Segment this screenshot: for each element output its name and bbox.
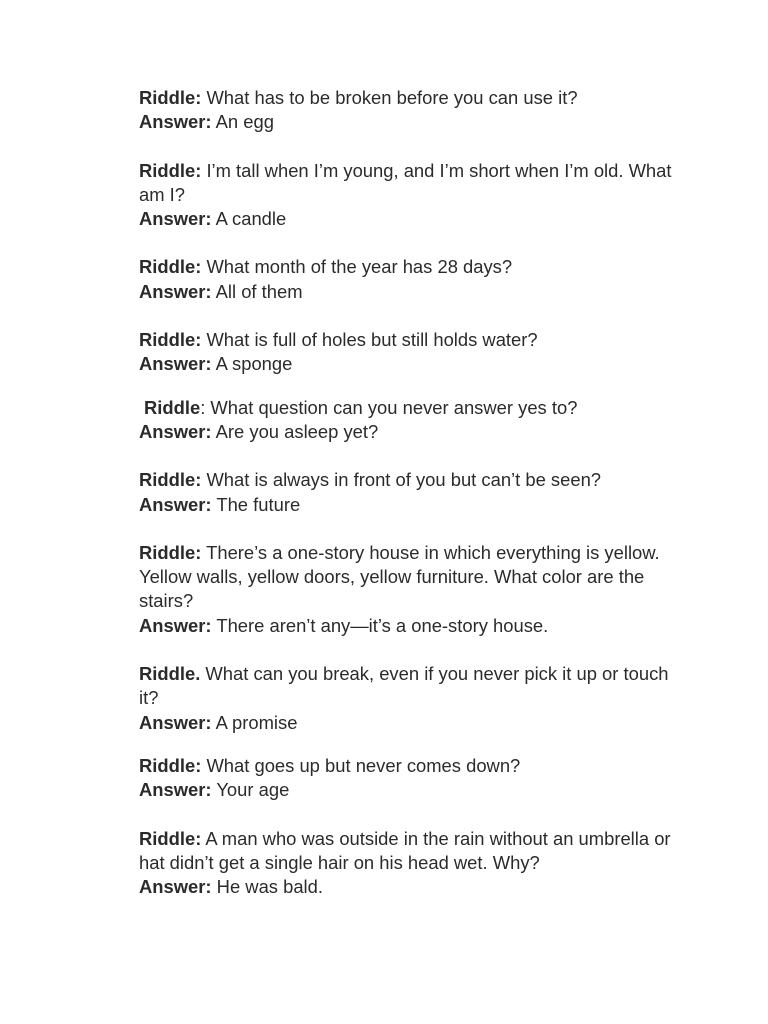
riddle-label: Riddle: xyxy=(139,329,202,351)
riddle-question xyxy=(139,328,679,352)
answer-text: A sponge xyxy=(211,353,293,375)
riddle-answer xyxy=(139,778,679,802)
riddle-question xyxy=(139,255,679,279)
answer-label: Answer: xyxy=(139,280,212,302)
riddle-answer xyxy=(139,614,679,638)
riddle-question xyxy=(139,468,679,492)
riddle-text: What goes up but never comes down? xyxy=(201,754,521,776)
riddle-question xyxy=(139,86,679,110)
riddle-answer xyxy=(139,711,679,735)
riddle-block-8 xyxy=(139,662,679,735)
answer-text: Your age xyxy=(211,779,290,801)
answer-label: Answer: xyxy=(139,614,212,636)
riddle-block-6 xyxy=(139,468,679,517)
riddle-block-2 xyxy=(139,159,679,232)
riddle-text: What month of the year has 28 days? xyxy=(201,256,513,278)
riddle-question xyxy=(139,662,679,711)
riddle-block-7 xyxy=(139,541,679,638)
answer-label: Answer: xyxy=(139,208,212,230)
riddle-question xyxy=(139,827,679,876)
riddle-text: What is full of holes but still holds water? xyxy=(201,329,538,351)
riddle-answer xyxy=(139,420,679,444)
riddle-text: : What question can you never answer yes to? xyxy=(200,396,578,418)
answer-label: Answer: xyxy=(139,876,212,898)
answer-label: Answer: xyxy=(139,779,212,801)
riddle-block-10 xyxy=(139,827,679,900)
riddle-answer xyxy=(139,280,679,304)
answer-label: Answer: xyxy=(139,420,212,442)
riddle-text: What has to be broken before you can use it? xyxy=(201,87,578,108)
answer-text: A candle xyxy=(211,208,287,230)
riddle-block-5 xyxy=(139,396,679,445)
riddle-label: Riddle: xyxy=(139,541,202,563)
riddle-text: What is always in front of you but can’t be seen? xyxy=(201,469,602,491)
riddle-label: Riddle. xyxy=(139,663,201,685)
riddle-document xyxy=(139,86,679,899)
riddle-block-4 xyxy=(139,328,679,377)
riddle-question xyxy=(139,396,679,420)
riddle-label: Riddle: xyxy=(139,87,202,108)
riddle-question xyxy=(139,541,679,614)
answer-text: All of them xyxy=(211,280,303,302)
riddle-text: I’m tall when I’m young, and I’m short when I’m old. What am I? xyxy=(139,159,672,205)
answer-text: There aren’t any—it’s a one-story house. xyxy=(211,614,549,636)
answer-text: He was bald. xyxy=(211,876,323,898)
riddle-answer xyxy=(139,875,679,899)
riddle-answer xyxy=(139,110,679,134)
answer-text: An egg xyxy=(211,111,274,133)
riddle-label: Riddle: xyxy=(139,469,202,491)
riddle-block-9 xyxy=(139,754,679,803)
answer-label: Answer: xyxy=(139,711,212,733)
riddle-question xyxy=(139,754,679,778)
riddle-text: What can you break, even if you never pick it up or touch it? xyxy=(139,663,669,709)
riddle-answer xyxy=(139,493,679,517)
answer-text: A promise xyxy=(211,711,298,733)
riddle-text: A man who was outside in the rain without an umbrella or hat didn’t get a single hair on his head wet. Why? xyxy=(139,827,671,873)
riddle-answer xyxy=(139,207,679,231)
riddle-label: Riddle: xyxy=(139,256,202,278)
answer-text: The future xyxy=(211,493,301,515)
riddle-answer xyxy=(139,352,679,376)
answer-text: Are you asleep yet? xyxy=(211,420,379,442)
riddle-text: There’s a one-story house in which everything is yellow. Yellow walls, yellow doors, yellow furniture. What color are the stairs? xyxy=(139,541,660,612)
riddle-label: Riddle: xyxy=(139,827,202,849)
answer-label: Answer: xyxy=(139,111,212,133)
riddle-question xyxy=(139,159,679,208)
answer-label: Answer: xyxy=(139,493,212,515)
answer-label: Answer: xyxy=(139,353,212,375)
riddle-label: Riddle: xyxy=(139,159,202,181)
riddle-label: Riddle: xyxy=(139,754,202,776)
riddle-block-3 xyxy=(139,255,679,304)
riddle-block-1 xyxy=(139,86,679,135)
riddle-label: Riddle xyxy=(144,396,201,418)
